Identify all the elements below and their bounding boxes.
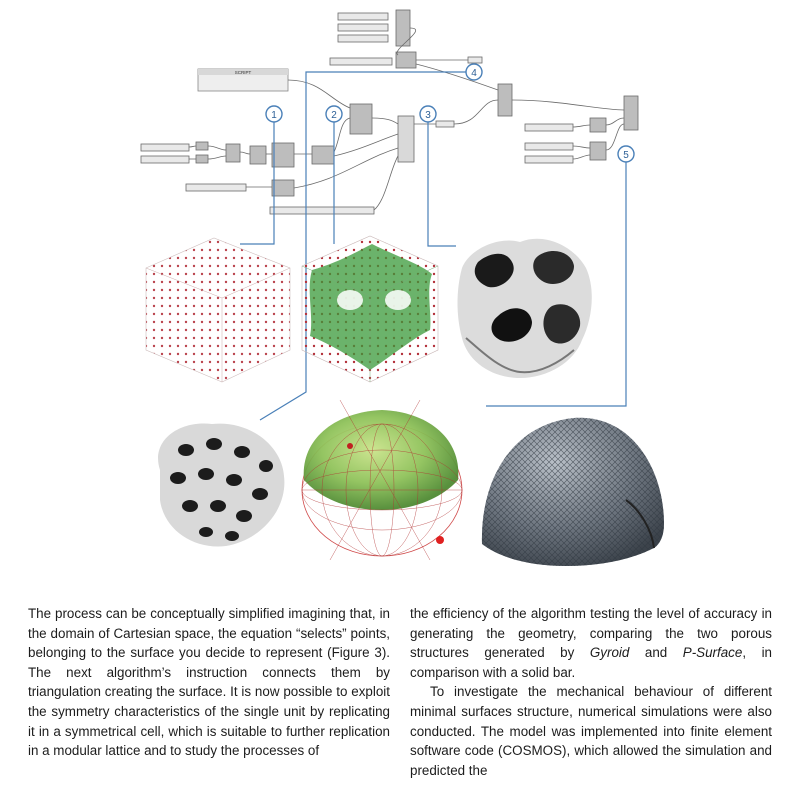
slider-node	[270, 207, 374, 214]
component-node	[272, 143, 294, 167]
callout-5	[618, 146, 634, 162]
green-surface-lattice-image	[302, 236, 438, 382]
component-node	[590, 142, 606, 160]
body-text: and	[629, 645, 683, 661]
component-node	[398, 116, 414, 162]
svg-text:5: 5	[623, 150, 629, 161]
body-text: , in comparison with a solid bar.	[410, 645, 772, 680]
wireframe-sphere-image	[302, 400, 462, 560]
text-column-right	[410, 604, 772, 780]
slider-node	[141, 144, 189, 151]
slider-node	[525, 156, 573, 163]
component-node	[312, 146, 334, 164]
dome-image	[482, 418, 664, 566]
svg-text:3: 3	[425, 110, 431, 121]
component-node	[498, 84, 512, 116]
term-p-surface: P-Surface	[682, 645, 743, 661]
component-node	[396, 52, 416, 68]
svg-text:2: 2	[331, 110, 337, 121]
callout-3	[420, 106, 436, 122]
script-panel-label: SCRIPT	[234, 70, 252, 75]
body-text: the efficiency of the algorithm testing the level of accuracy in generating the geometry, comparing the two porous structures generated by	[410, 606, 772, 661]
slider-node	[338, 13, 388, 20]
callout-2	[326, 106, 342, 122]
component-node	[436, 121, 454, 127]
component-node	[624, 96, 638, 130]
component-node	[196, 142, 208, 150]
svg-text:1: 1	[271, 110, 277, 121]
gyroid-lattice-image	[158, 423, 284, 546]
callout-1	[266, 106, 282, 122]
component-node	[250, 146, 266, 164]
component-node	[272, 180, 294, 196]
slider-node	[525, 143, 573, 150]
term-gyroid: Gyroid	[589, 645, 630, 661]
slider-node	[186, 184, 246, 191]
body-paragraph	[410, 604, 772, 682]
slider-node	[525, 124, 573, 131]
callout-4	[466, 64, 482, 80]
text-column-left	[28, 604, 390, 761]
svg-text:4: 4	[471, 68, 477, 79]
gyroid-unit-image	[458, 239, 592, 378]
node-graph	[141, 10, 638, 214]
component-node	[196, 155, 208, 163]
body-paragraph: To investigate the mechanical behaviour of different minimal surfaces structure, numerical simulations were also conducted. The model was implemented into finite element software code (COSMOS), which allowed the simulation and predicted the	[410, 684, 772, 778]
slider-node	[141, 156, 189, 163]
component-node	[590, 118, 606, 132]
slider-node	[338, 35, 388, 42]
component-node	[350, 104, 372, 134]
slider-node	[338, 24, 388, 31]
body-paragraph: The process can be conceptually simplified imagining that, in the domain of Cartesian space, the equation “selects” points, belonging to the surface you decide to represent (Figure 3). The next algorithm’s instruction connects them by triangulation creating the surface. It is now possible to exploit the symmetry characteristics of the single unit by replicating it in a symmetrical cell, which is suitable to further replication in a modular lattice and to study the processes of	[28, 606, 390, 759]
red-point-lattice-image	[146, 238, 290, 382]
slider-node	[330, 58, 392, 65]
component-node	[226, 144, 240, 162]
